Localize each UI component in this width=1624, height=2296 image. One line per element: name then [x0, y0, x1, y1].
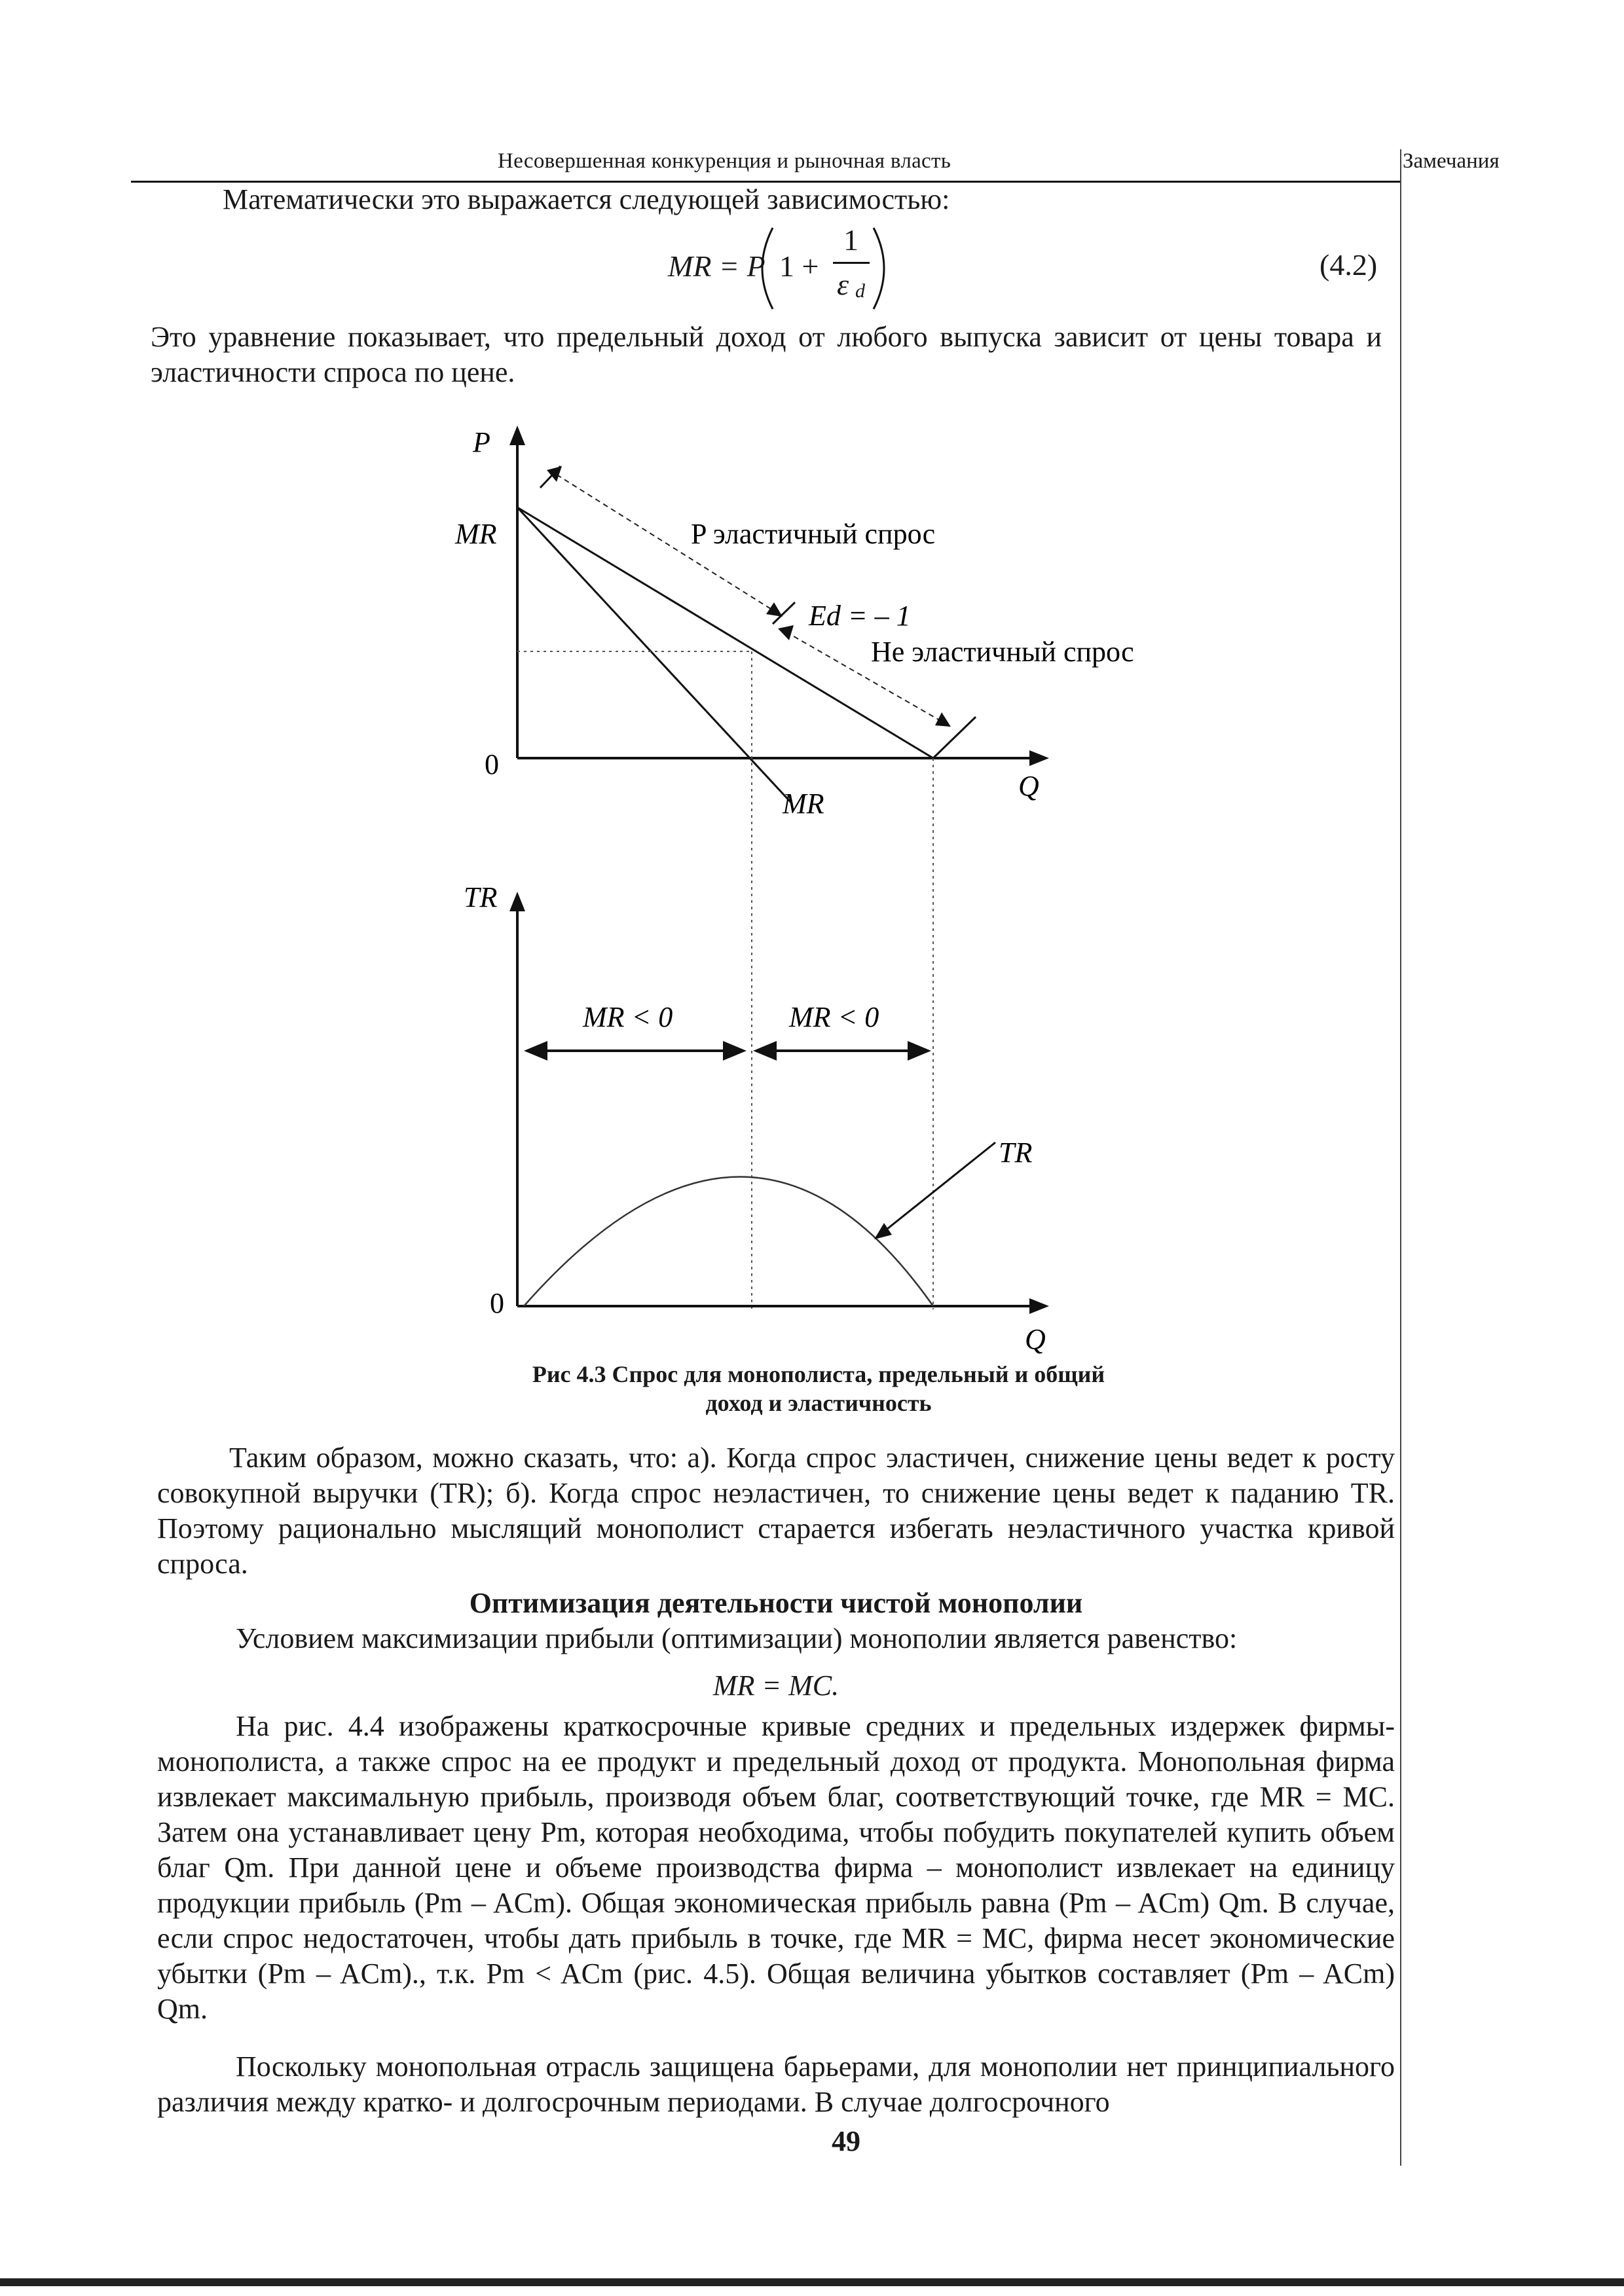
paragraph-equation: Это уравнение показывает, что предельный доход от любого выпуска зависит от цены товара и эластичности спроса по цене.	[151, 321, 1382, 388]
paragraph-condition: Условием максимизации прибыли (оптимизации) монополии является равенство:	[236, 1622, 1238, 1654]
tr-label: TR	[999, 1137, 1033, 1169]
tr-curve	[524, 1177, 933, 1307]
elastic-arrowhead-down	[766, 602, 783, 617]
bottom-x-axis-arrow	[1029, 1298, 1049, 1314]
top-y-label: P	[473, 426, 490, 458]
paragraph-fig-4-4: На рис. 4.4 изображены краткосрочные кривые средних и предельных издержек фирмы-монополиста, а также спрос на ее продукт и предельный доход от продукта. Монопольная фирма извлекает максимальную прибыль, производя объем благ, соответствующий точке, где MR = MC. Затем она устанавливает цену Pm, которая необходима, чтобы побудить покупателей купить объем благ Qm. При данной цене и объеме производства фирма – монополист извлекает на единицу продукции прибыль (Pm – ACm). Общая экономическая прибыль равна (Pm – ACm) Qm. В случае, если спрос недостаточен, чтобы дать прибыль в точке, где MR = MC, фирма несет экономические убытки (Pm – ACm)., т.к. Pm < ACm (рис. 4.5). Общая величина убытков составляет (Pm – ACm) Qm.	[157, 1710, 1395, 2025]
intro-line: Математически это выражается следующей зависимостью:	[223, 183, 950, 215]
figure-caption-line2: доход и эластичность	[705, 1390, 932, 1416]
bottom-y-label: TR	[464, 881, 498, 913]
top-x-axis-arrow	[1029, 750, 1049, 766]
top-origin: 0	[485, 748, 499, 780]
ed-label: Ed = – 1	[809, 600, 911, 632]
mr-curve-label: MR	[783, 788, 824, 820]
condition-formula: MR = MC.	[712, 1669, 840, 1702]
formula-subscript: d	[855, 280, 865, 302]
inelastic-arrowhead-up	[778, 625, 794, 640]
bottom-y-axis-arrow	[509, 892, 525, 911]
left-arrow-label: MR < 0	[583, 1001, 673, 1033]
top-y-axis-arrow	[509, 426, 525, 445]
top-mr-left-label: MR	[455, 518, 497, 550]
margin-title: Замечания	[1403, 149, 1500, 173]
top-x-label: Q	[1018, 770, 1039, 802]
right-arrow-label: MR < 0	[789, 1001, 879, 1033]
formula-one-plus: 1 +	[779, 249, 819, 283]
figure-caption-line1: Рис 4.3 Спрос для монополиста, предельный и общий	[532, 1361, 1105, 1387]
inelastic-demand-label: Не эластичный спрос	[871, 636, 1134, 668]
page-number: 49	[832, 2125, 860, 2157]
running-title: Несовершенная конкуренция и рыночная власть	[498, 149, 951, 173]
formula-numerator: 1	[843, 223, 858, 257]
bottom-x-label: Q	[1025, 1323, 1046, 1355]
equation-number: (4.2)	[1320, 248, 1378, 282]
tr-pointer	[881, 1142, 995, 1234]
scan-edge	[0, 2278, 1624, 2286]
paragraph-conclusion: Таким образом, можно сказать, что: а). Когда спрос эластичен, снижение цены ведет к росту совокупной выручки (TR); б). Когда спрос неэластичен, то снижение цены ведет к паданию TR. Поэтому рационально мыслящий монополист старается избегать неэластичного участка кривой спроса.	[157, 1442, 1395, 1580]
tr-pointer-head	[874, 1223, 892, 1239]
elastic-demand-label: P эластичный спрос	[691, 518, 936, 550]
formula-denominator: ε	[837, 268, 849, 301]
paragraph-barriers: Поскольку монопольная отрасль защищена барьерами, для монополии нет принципиального различия между кратко- и долгосрочным периодами. В случае долгосрочного	[157, 2050, 1395, 2118]
mr-line	[517, 507, 792, 804]
formula-lhs: MR = P	[668, 249, 766, 283]
bottom-origin: 0	[490, 1287, 504, 1319]
section-heading: Оптимизация деятельности чистой монополии	[469, 1587, 1083, 1619]
